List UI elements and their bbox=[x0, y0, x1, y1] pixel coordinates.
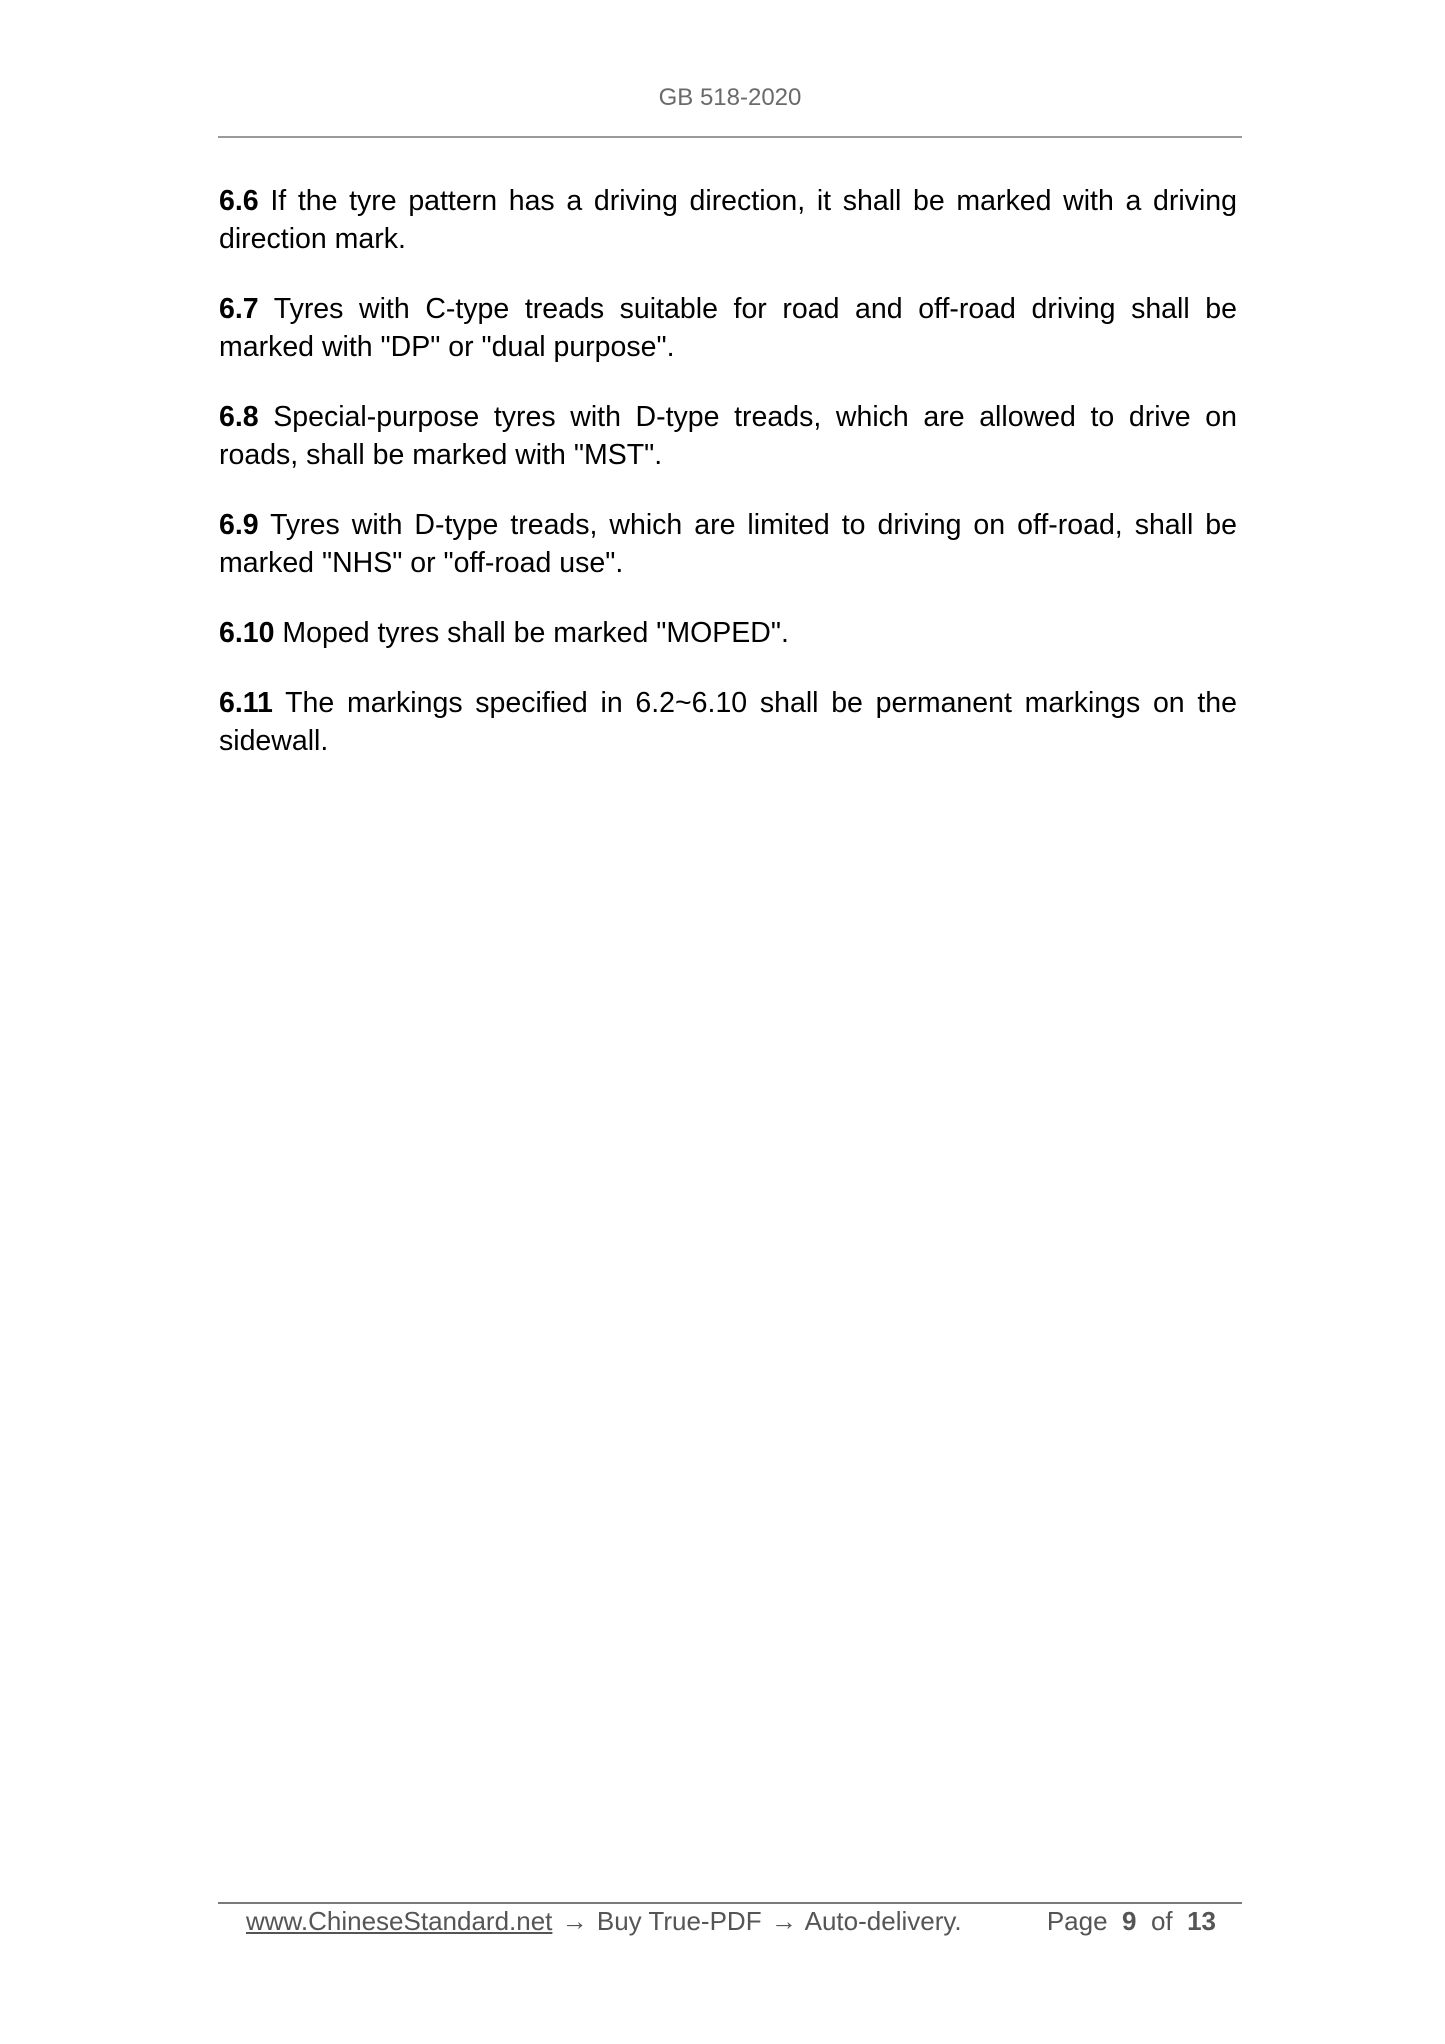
clause-number: 6.6 bbox=[219, 185, 259, 217]
clause-6-10 bbox=[219, 614, 1237, 652]
clause-text: If the tyre pattern has a driving direction, it shall be marked with a driving direction mark. bbox=[219, 185, 1237, 255]
clause-text: Moped tyres shall be marked "MOPED". bbox=[282, 617, 789, 649]
page-label: Page bbox=[1046, 1906, 1108, 1936]
clause-6-8 bbox=[219, 398, 1237, 474]
clause-6-11 bbox=[219, 684, 1237, 760]
page-of: of bbox=[1150, 1906, 1173, 1936]
clause-number: 6.11 bbox=[219, 687, 273, 719]
arrow-right-icon: → bbox=[561, 1906, 588, 1936]
page-footer bbox=[246, 1906, 1226, 1937]
clause-text: Special-purpose tyres with D-type treads, which are allowed to drive on roads, shall be marked with "MST". bbox=[219, 401, 1237, 471]
page-current: 9 bbox=[1122, 1906, 1137, 1936]
clause-text: Tyres with C-type treads suitable for road and off-road driving shall be marked with "DP" or "dual purpose". bbox=[219, 293, 1238, 363]
clause-text: Tyres with D-type treads, which are limited to driving on off-road, shall be marked "NHS" or "off-road use". bbox=[219, 509, 1237, 579]
clause-number: 6.9 bbox=[219, 509, 259, 541]
arrow-right-icon: → bbox=[770, 1906, 797, 1936]
header-divider bbox=[218, 136, 1242, 138]
footer-divider bbox=[218, 1902, 1242, 1904]
page-total: 13 bbox=[1187, 1906, 1216, 1936]
footer-step-delivery: Auto-delivery. bbox=[804, 1906, 962, 1936]
clause-6-9 bbox=[219, 506, 1237, 582]
page-indicator bbox=[1047, 1906, 1216, 1937]
running-header-title: GB 518-2020 bbox=[658, 84, 802, 111]
clause-text: The markings specified in 6.2~6.10 shall be permanent markings on the sidewall. bbox=[219, 687, 1237, 757]
clause-6-7 bbox=[219, 290, 1237, 366]
clause-number: 6.10 bbox=[219, 617, 275, 649]
website-link[interactable]: www.ChineseStandard.net bbox=[246, 1906, 553, 1936]
clause-number: 6.7 bbox=[219, 293, 259, 325]
clause-6-6 bbox=[219, 182, 1237, 258]
clause-number: 6.8 bbox=[219, 401, 259, 433]
footer-step-buy: Buy True-PDF bbox=[596, 1906, 762, 1936]
document-body bbox=[219, 182, 1237, 792]
